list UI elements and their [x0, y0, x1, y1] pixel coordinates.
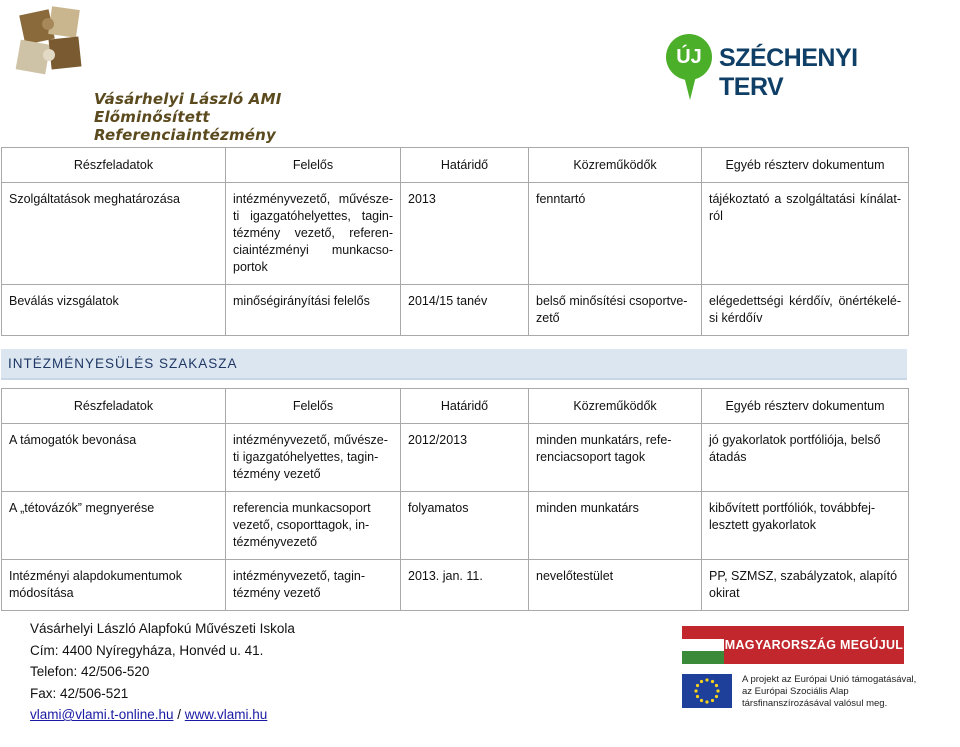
footer-fax: Fax: 42/506-521: [30, 685, 129, 701]
puzzle-logo-icon: [8, 2, 98, 92]
magyarorszag-megujul-banner: [682, 626, 904, 664]
table-cell: folyamatos: [401, 492, 529, 560]
section-heading: [1, 349, 907, 380]
table-cell: tájékoztató a szolgáltatási kínálat-ról: [702, 183, 909, 285]
table-cell: belső minősítési csoportve-zető: [529, 285, 702, 336]
table-cell: minden munkatárs, refe-renciacsoport tagok: [529, 424, 702, 492]
table-cell: 2014/15 tanév: [401, 285, 529, 336]
link-separator: /: [173, 707, 185, 722]
table-cell: nevelőtestület: [529, 560, 702, 611]
table-cell: kibővített portfóliók, továbbfej-lesztett gyakorlatok: [702, 492, 909, 560]
column-header: Határidő: [401, 389, 529, 424]
szechenyi-terv-text: SZÉCHENYI TERV: [719, 44, 858, 101]
table-header-row: [2, 389, 909, 424]
table-cell: A „tétovázók” megnyerése: [2, 492, 226, 560]
email-link[interactable]: vlami@vlami.t-online.hu: [30, 707, 174, 722]
table-cell: A támogatók bevonása: [2, 424, 226, 492]
szechenyi-terv-logo: [666, 34, 916, 104]
column-header: Részfeladatok: [2, 148, 226, 183]
school-logo-name: Vásárhelyi László AMI: [94, 90, 282, 108]
table-cell: intézményvezető, tagin-tézmény vezető: [226, 560, 401, 611]
table-row: [2, 285, 909, 336]
footer-contact: [30, 618, 295, 726]
table-cell: referencia munkacsoport vezető, csoporttagok, in-tézményvezető: [226, 492, 401, 560]
eu-note-line: az Európai Szociális Alap: [742, 686, 849, 697]
column-header: Közreműködők: [529, 389, 702, 424]
table-cell: Intézményi alapdokumentumok módosítása: [2, 560, 226, 611]
banner-text: MAGYARORSZÁG MEGÚJUL: [724, 626, 904, 664]
table-cell: minden munkatárs: [529, 492, 702, 560]
table-cell: PP, SZMSZ, szabályzatok, alapító okirat: [702, 560, 909, 611]
task-table-1: [1, 147, 909, 336]
school-logo-subtitle: Előminősített Referenciaintézmény: [94, 108, 277, 144]
column-header: Felelős: [226, 389, 401, 424]
footer-school-name: Vásárhelyi László Alapfokú Művészeti Iskola: [30, 621, 295, 636]
table-cell: Beválás vizsgálatok: [2, 285, 226, 336]
task-table-2: [1, 388, 909, 611]
table-cell: intézményvezető, művésze-ti igazgatóhelyettes, tagin-tézmény vezető: [226, 424, 401, 492]
footer-phone: Telefon: 42/506-520: [30, 664, 150, 679]
table-cell: jó gyakorlatok portfóliója, belső átadás: [702, 424, 909, 492]
table-cell: Szolgáltatások meghatározása: [2, 183, 226, 285]
uj-badge-icon: ÚJ: [666, 34, 712, 80]
table-row: [2, 492, 909, 560]
column-header: Részfeladatok: [2, 389, 226, 424]
column-header: Felelős: [226, 148, 401, 183]
column-header: Egyéb részterv dokumentum: [702, 389, 909, 424]
table-cell: elégedettségi kérdőív, önértékelé-si kérdőív: [702, 285, 909, 336]
school-logo: [8, 2, 338, 144]
hungarian-flag-icon: [682, 626, 724, 664]
website-link[interactable]: www.vlami.hu: [184, 707, 268, 722]
column-header: Egyéb részterv dokumentum: [702, 148, 909, 183]
table-header-row: [2, 148, 909, 183]
section-title: INTÉZMÉNYESÜLÉS SZAKASZA: [8, 356, 238, 371]
column-header: Közreműködők: [529, 148, 702, 183]
table-cell: 2012/2013: [401, 424, 529, 492]
table-cell: 2013: [401, 183, 529, 285]
eu-note-line: A projekt az Európai Unió támogatásával,: [742, 674, 917, 685]
column-header: Határidő: [401, 148, 529, 183]
badge-tail-icon: [684, 76, 696, 100]
footer-address: Cím: 4400 Nyíregyháza, Honvéd u. 41.: [30, 642, 264, 658]
table-row: [2, 560, 909, 611]
table-cell: 2013. jan. 11.: [401, 560, 529, 611]
footer-links: [30, 704, 295, 726]
eu-flag-icon: [682, 674, 732, 708]
table-row: [2, 183, 909, 285]
table-cell: minőségirányítási felelős: [226, 285, 401, 336]
eu-note-line: társfinanszírozásával valósul meg.: [742, 698, 888, 709]
eu-funding-note: [742, 674, 916, 710]
table-cell: intézményvezető, művésze-ti igazgatóhelyettes, tagin-tézmény vezető, referen-ciaintézményi munkacso-portok: [226, 183, 401, 285]
table-cell: fenntartó: [529, 183, 702, 285]
table-row: [2, 424, 909, 492]
